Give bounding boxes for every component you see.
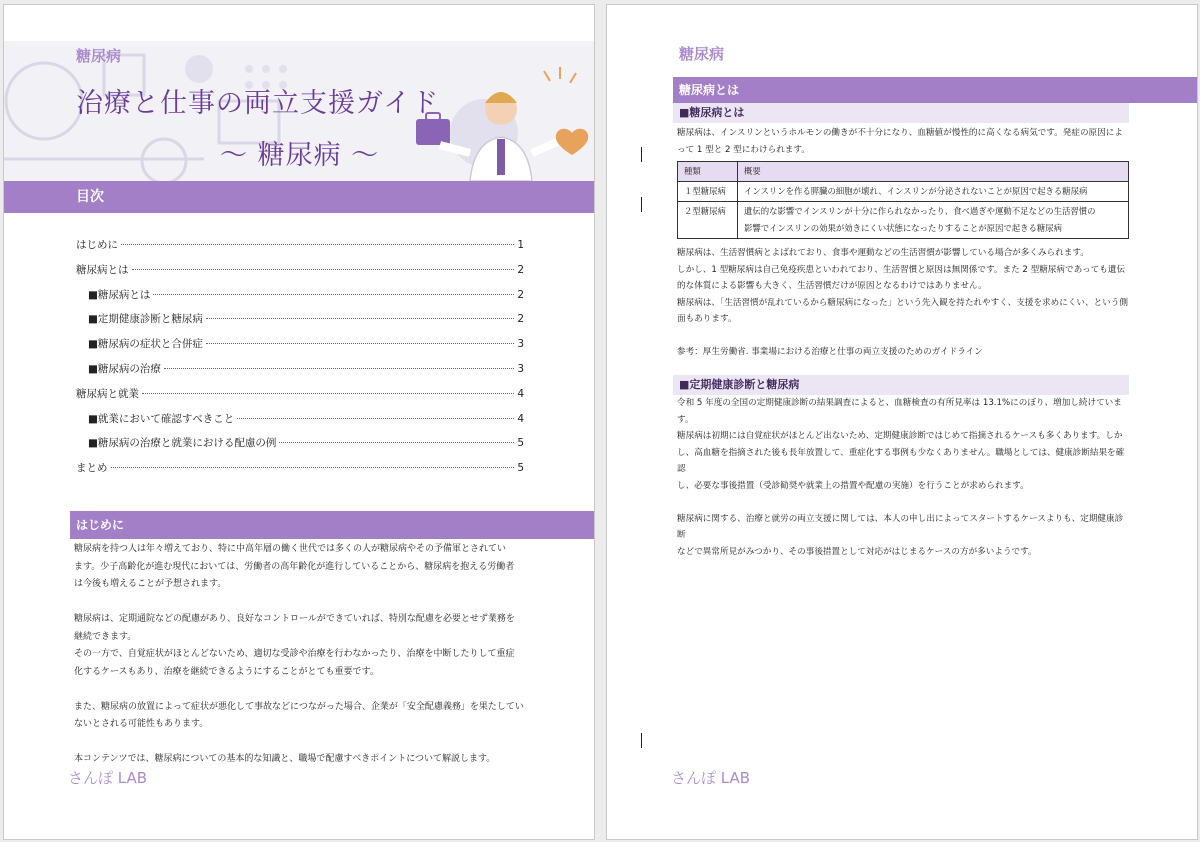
toc-leader-dots	[164, 368, 514, 369]
paragraph-gap	[74, 681, 526, 699]
toc-leader-dots	[279, 442, 514, 443]
text-line: 令和 5 年度の全国の定期健康診断の結果調査によると、血糖検査の有所見率は 13.1%にのぼり、増加し続けていま	[677, 398, 1122, 408]
section-heading: 糖尿病とは	[673, 77, 1198, 103]
toc-heading: 目次	[4, 181, 595, 213]
toc-entry-label: ■糖尿病の症状と合併症	[88, 338, 203, 351]
toc-entry-page: 2	[517, 288, 524, 301]
toc-entry[interactable]	[76, 411, 524, 436]
diabetes-type-cell: １型糖尿病	[678, 182, 738, 202]
text-line: 的な体質による影響も大きく、生活習慣だけが原因となるわけではありません。	[677, 281, 987, 291]
text-line: 糖尿病は、「生活習慣が乱れているから糖尿病になった」という先入観を持たれやすく、支援を求めにくい、という側	[677, 297, 1128, 308]
intro-body	[74, 541, 526, 769]
text-line: 参考：厚生労働省. 事業場における治療と仕事の両立支援のためのガイドライン	[677, 347, 983, 357]
description-line: 遺伝的な影響でインスリンが十分に作られなかったり、食べ過ぎや運動不足などの生活習慣の	[744, 206, 1096, 216]
category-label: 糖尿病	[76, 47, 122, 65]
toc-entry[interactable]	[76, 262, 524, 287]
toc-entry-page: 5	[517, 437, 524, 450]
category-label: 糖尿病	[679, 45, 725, 63]
toc-leader-dots	[121, 244, 514, 245]
toc-entry-label: 糖尿病とは	[76, 263, 129, 276]
table-header-row	[678, 162, 1129, 182]
paragraph-gap	[677, 328, 1129, 345]
toc-entry[interactable]	[76, 237, 524, 262]
toc-entry-label: ■就業において確認すべきこと	[88, 412, 235, 425]
footer-brand: さんぽ LAB	[68, 769, 148, 787]
toc-entry[interactable]	[76, 460, 524, 485]
text-line: って 1 型と 2 型にわけられます。	[677, 144, 810, 155]
cover-hero	[4, 41, 595, 181]
toc-leader-dots	[142, 393, 514, 394]
toc-leader-dots	[153, 294, 514, 295]
diabetes-description-cell	[738, 202, 1129, 239]
text-line: ます。少子高齢化が進む現代においては、労働者の高年齢化が進行していることから、糖尿病を抱える労働者	[74, 561, 515, 572]
diabetes-description-cell	[738, 182, 1129, 202]
toc-entry-label: ■定期健康診断と糖尿病	[88, 313, 203, 326]
text-cursor-mark	[641, 733, 642, 748]
toc-entry-page: 1	[517, 239, 524, 251]
diabetes-types-table	[677, 161, 1129, 239]
paragraph-gap	[677, 494, 1129, 511]
intro-heading: はじめに	[70, 511, 595, 539]
toc-entry[interactable]	[76, 435, 524, 460]
document-page-2	[606, 4, 1198, 840]
table-of-contents	[76, 237, 524, 485]
toc-entry-page: 4	[517, 412, 524, 425]
toc-leader-dots	[206, 318, 514, 319]
toc-leader-dots	[111, 467, 515, 468]
heart-icon	[556, 129, 588, 155]
text-line: 糖尿病は、インスリンというホルモンの働きが不十分になり、血糖値が慢性的に高くなる病気です。発症の原因によ	[677, 128, 1123, 138]
table-row	[678, 182, 1129, 202]
text-line: ないとされる可能性もあります。	[74, 719, 209, 729]
text-line: 糖尿病に関する、治療と就労の両立支援に関しては、本人の申し出によってスタートするケースよりも、定期健康診断	[677, 513, 1124, 540]
text-line: 糖尿病を持つ人は年々増えており、特に中高年層の働く世代では多くの人が糖尿病やその予備軍とされてい	[74, 544, 507, 554]
text-line: は今後も増えることが予想されます。	[74, 579, 227, 589]
subsection-body	[677, 125, 1129, 158]
toc-entry-label: まとめ	[76, 462, 108, 475]
toc-entry-page: 2	[517, 263, 524, 276]
table-row	[678, 202, 1129, 239]
text-line: しかし、1 型糖尿病は自己免疫疾患といわれており、生活習慣と原因は無関係です。また 2 型糖尿病であっても遺伝	[677, 264, 1126, 275]
toc-leader-dots	[132, 269, 515, 270]
text-line: し、必要な事後措置（受診勧奨や就業上の措置や配慮の実施）を行うことが求められます。	[677, 480, 1029, 491]
description-line: 影響でインスリンの効果が効きにくい状態になったりすることが原因で起きる糖尿病	[744, 223, 1062, 233]
text-line: 糖尿病は、生活習慣病とよばれており、食事や運動などの生活習慣が影響している場合が多くみられます。	[677, 248, 1089, 258]
toc-entry-page: 5	[517, 462, 524, 475]
text-line: その一方で、自覚症状がほとんどないため、適切な受診や治療を行わなかったり、治療を中断したりして重症	[74, 649, 515, 659]
text-line: また、糖尿病の放置によって症状が悪化して事故などにつながった場合、企業が「安全配慮義務」を果たしてい	[74, 701, 524, 712]
toc-entry-label: ■糖尿病とは	[88, 288, 151, 301]
subsection-body	[677, 245, 1129, 361]
footer-brand: さんぽ LAB	[671, 769, 751, 787]
subsection-heading: ■定期健康診断と糖尿病	[673, 375, 1129, 395]
toc-entry-page: 2	[517, 313, 524, 326]
toc-entry[interactable]	[76, 386, 524, 411]
diabetes-type-cell: ２型糖尿病	[678, 202, 738, 239]
description-line: インスリンを作る膵臓の細胞が壊れ、インスリンが分泌されないことが原因で起きる糖尿病	[744, 186, 1088, 196]
text-line: 継続できます。	[74, 631, 137, 642]
toc-entry[interactable]	[76, 311, 524, 336]
text-line: 糖尿病は初期には自覚症状がほとんど出ないため、定期健康診断ではじめて指摘されるケースも多くあります。しか	[677, 431, 1123, 441]
toc-entry-label: はじめに	[76, 239, 118, 251]
paragraph-gap	[74, 734, 526, 752]
toc-leader-dots	[206, 343, 514, 344]
document-page-1	[3, 4, 595, 840]
subsection-heading: ■糖尿病とは	[673, 103, 1129, 123]
text-line: 本コンテンツでは、糖尿病についての基本的な知識と、職場で配慮すべきポイントについて解説します。	[74, 754, 496, 764]
text-cursor-mark	[641, 197, 642, 212]
document-title: 治療と仕事の両立支援ガイド	[76, 88, 440, 119]
toc-entry[interactable]	[76, 361, 524, 386]
text-line: などで異常所見がみつかり、その事後措置として対応がはじまるケースの方が多いようです。	[677, 546, 1037, 557]
text-cursor-mark	[641, 147, 642, 162]
subsection-body	[677, 395, 1129, 560]
toc-entry-page: 3	[517, 362, 524, 375]
text-line: 化するケースもあり、治療を継続できるようにすることがとても重要です。	[74, 666, 379, 677]
table-header-cell: 概要	[738, 162, 1129, 182]
text-line: 糖尿病は、定期通院などの配慮があり、良好なコントロールができていれば、特別な配慮を必要とせず業務を	[74, 614, 515, 624]
text-line: 面もあります。	[677, 314, 737, 324]
toc-entry-label: ■糖尿病の治療	[88, 362, 161, 375]
toc-entry-label: 糖尿病と就業	[76, 387, 139, 400]
toc-entry-page: 3	[517, 338, 524, 351]
text-line: す。	[677, 414, 694, 425]
toc-entry[interactable]	[76, 287, 524, 312]
paragraph-gap	[74, 594, 526, 612]
toc-entry-label: ■糖尿病の治療と就業における配慮の例	[88, 437, 277, 450]
text-line: し、高血糖を指摘された後も長年放置して、重症化する事例も少なくありません。職場としては、健康診断結果を確認	[677, 447, 1125, 474]
document-subtitle: ～ 糖尿病 ～	[220, 140, 380, 171]
toc-entry-page: 4	[517, 387, 524, 400]
toc-leader-dots	[237, 418, 514, 419]
toc-entry[interactable]	[76, 336, 524, 361]
table-header-cell: 種類	[678, 162, 738, 182]
